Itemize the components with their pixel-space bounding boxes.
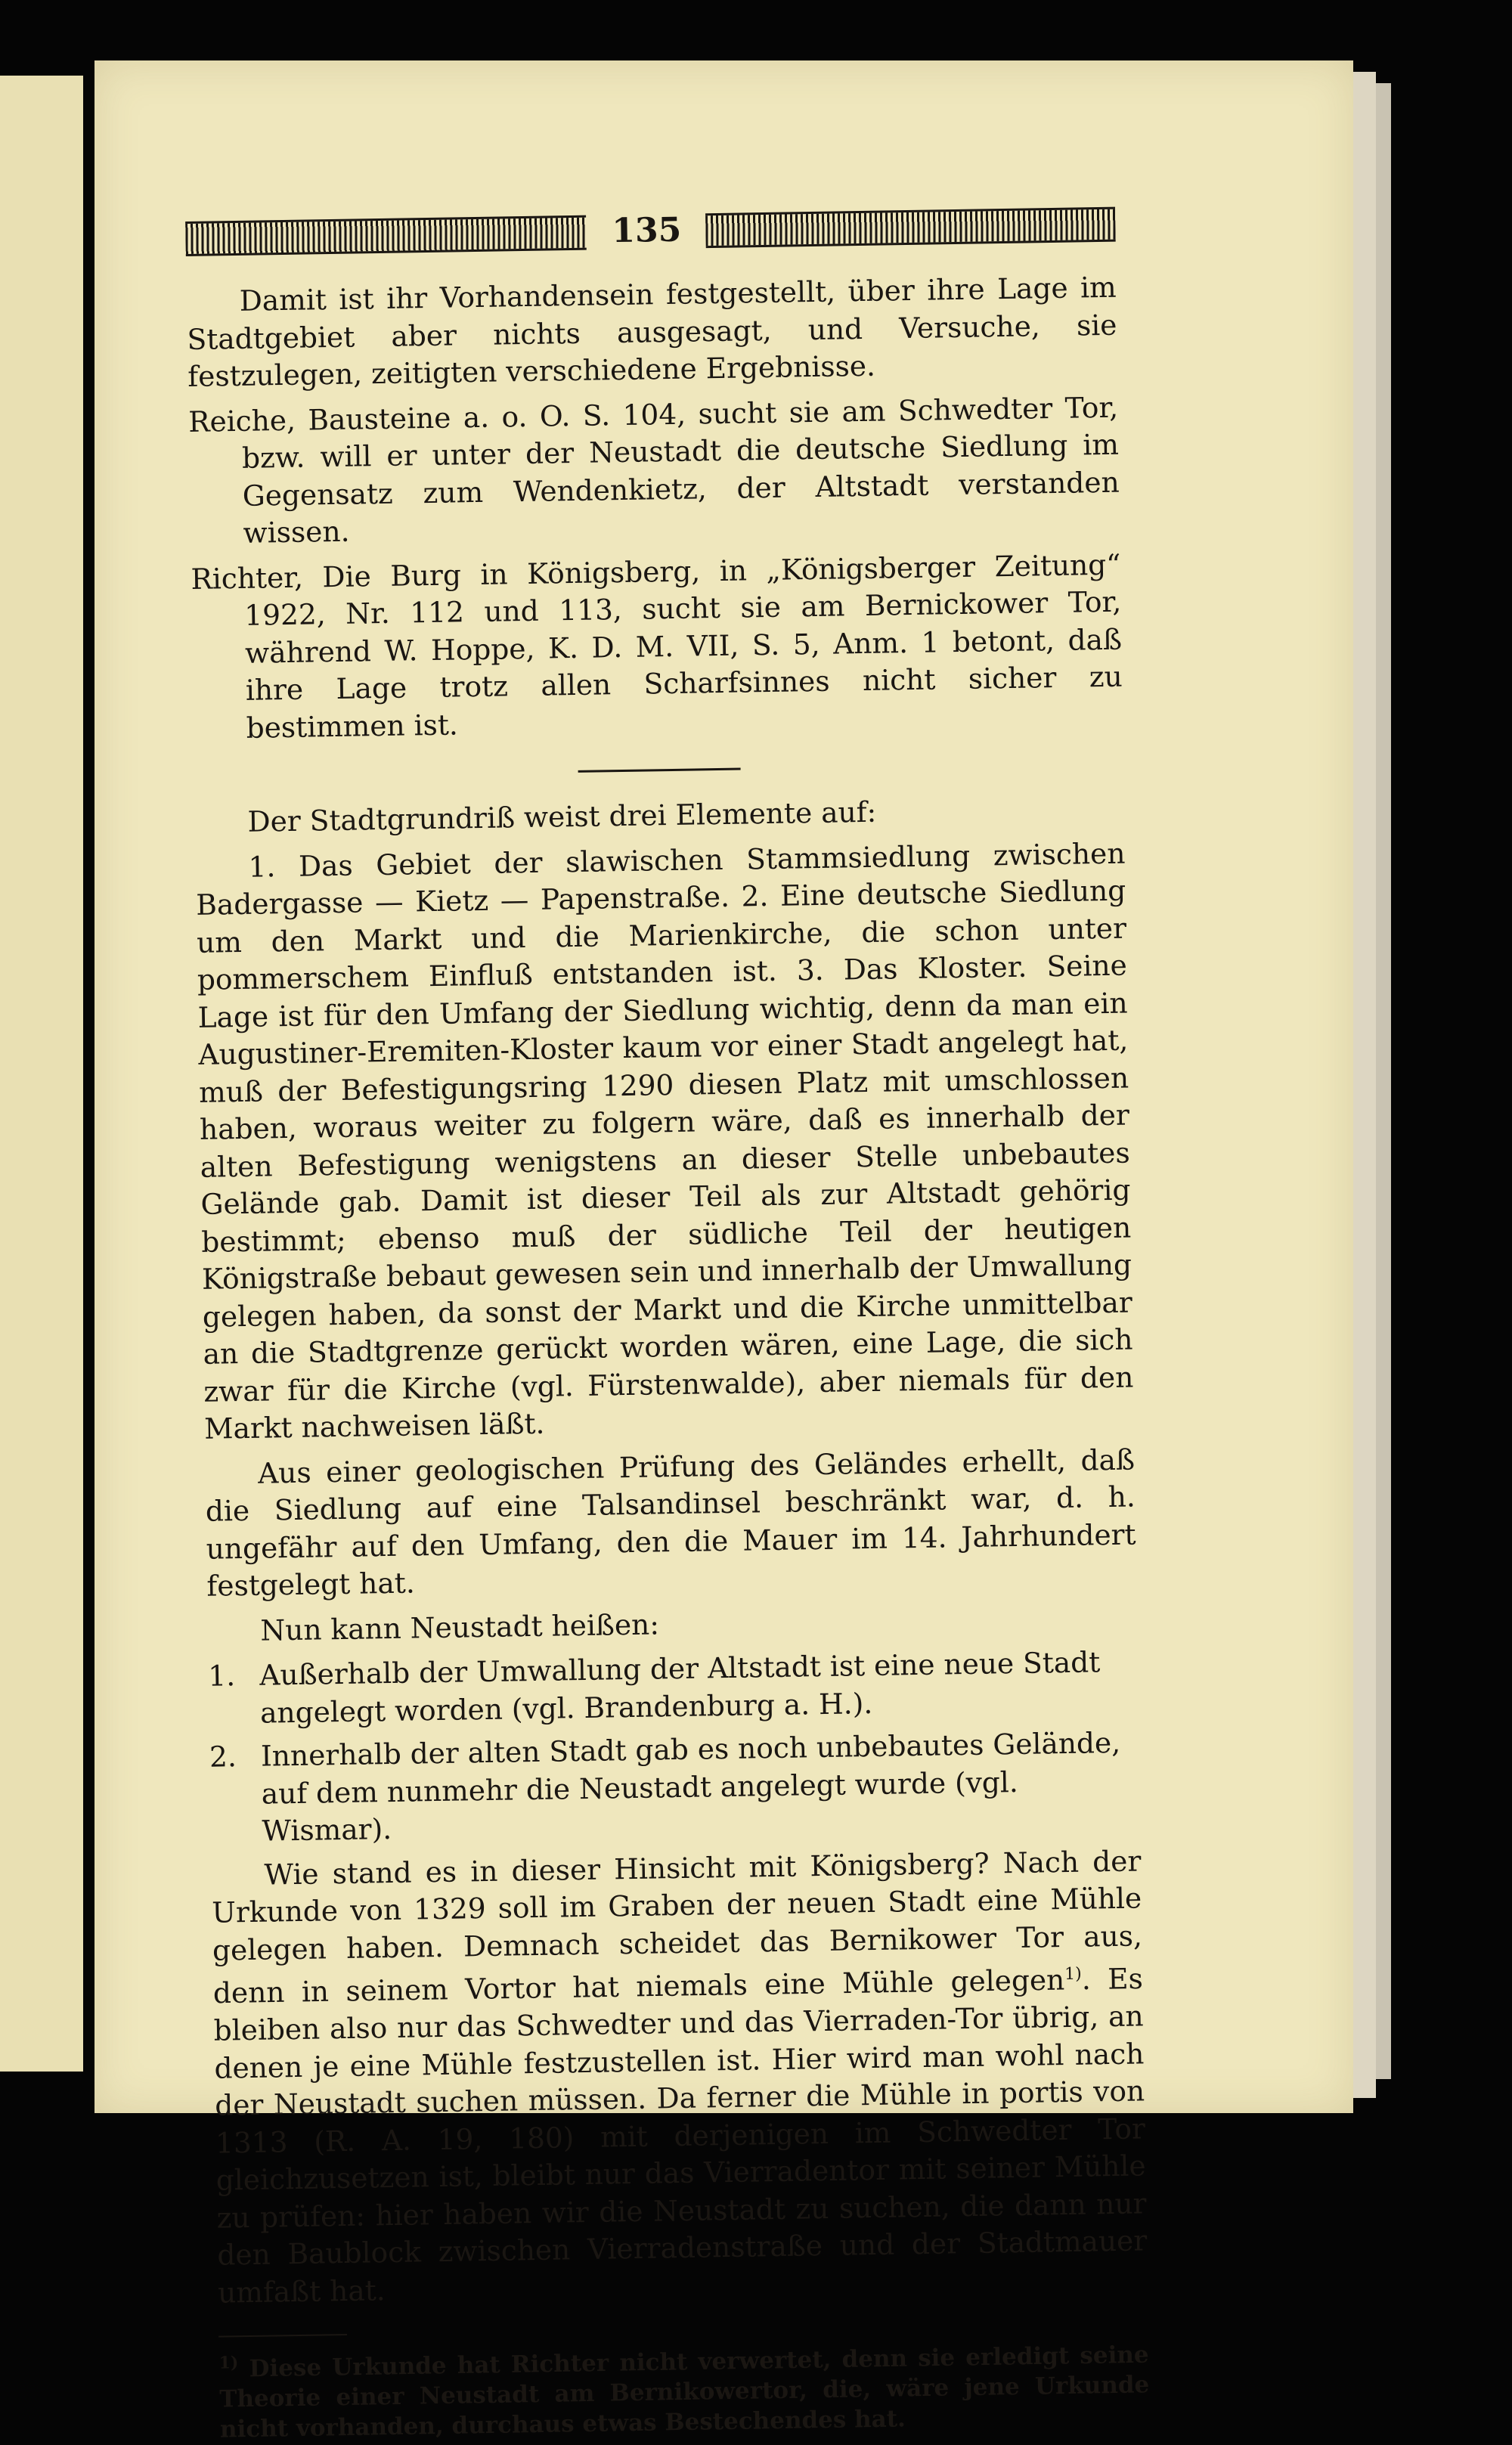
header-ornament-left <box>185 215 587 256</box>
page-stack-edge <box>1353 72 1376 2098</box>
footnote-rule <box>218 2334 347 2338</box>
paragraph-neustadt-intro: Nun kann Neustadt heißen: <box>260 1607 660 1647</box>
paragraph-final <box>211 1842 1148 2312</box>
list-item <box>208 1643 1139 1732</box>
paragraph-final-part-a: Wie stand es in dieser Hinsicht mit Königsberg? Nach der Urkunde von 1329 soll im Graben der neuen Stadt eine Mühle gelegen haben. Demnach scheidet das Bernikower Tor aus, denn in seinem Vortor hat niemals eine Mühle gelegen <box>211 1843 1143 2010</box>
footnote-reference: 1) <box>1064 1964 1082 1985</box>
section-divider <box>578 768 740 773</box>
list-item <box>209 1724 1141 1851</box>
page-content <box>185 201 1150 2445</box>
facing-page-edge <box>0 76 83 2072</box>
list-number: 2. <box>209 1740 237 1774</box>
paragraph-final-part-b: . Es bleiben also nur das Schwedter und das Vierraden-Tor übrig, an denen je eine Mühle festzustellen ist. Hier wird man wohl nach der Neustadt suchen müssen. Da ferner die Mühle in portis von 1313 (R. A. 19, 180) mit derjenigen im Schwedter Tor gleichzusetzen ist, bleibt nur das Vierradentor mit seiner Mühle zu prüfen: hier haben wir die Neustadt zu suchen, die dann nur den Baublock zwischen Vierradenstraße und der Stadtmauer umfaßt hat. <box>213 1961 1148 2310</box>
list-number: 1. <box>208 1659 236 1693</box>
footnote-marker: 1) <box>218 2353 239 2373</box>
footnote-text: Diese Urkunde hat Richter nicht verwertet, denn sie erledigt seine Theorie einer Neustadt am Bernikowertor, die, wäre jene Urkunde nicht vorhanden, durchaus etwas Bestechendes hat. <box>219 2341 1150 2443</box>
paragraph-intro: Der Stadtgrundriß weist drei Elemente auf: <box>247 795 877 838</box>
page-stack-edge-back <box>1376 83 1391 2079</box>
paragraph-geology: Aus einer geologischen Prüfung des Geländes erhellt, daß die Siedlung auf eine Talsandinsel beschränkt war, d. h. ungefähr auf den Umfang, den die Mauer im 14. Jahrhundert festgelegt hat. <box>205 1442 1136 1603</box>
paragraph-existence: Damit ist ihr Vorhandensein festgestellt, über ihre Lage im Stadtgebiet aber nichts ausgesagt, und Versuche, sie festzulegen, zeitigten verschiedene Ergebnisse. <box>187 270 1117 393</box>
citation-richter: Richter, Die Burg in Königsberg, in „Königsberger Zeitung“ 1922, Nr. 112 und 113, sucht sie am Bernickower Tor, während W. Hoppe, K. D. M. VII, S. 5, Anm. 1 betont, daß ihre Lage trotz allen Scharfsinnes nicht sicher zu bestimmen ist. <box>191 547 1123 745</box>
paragraph-elements: 1. Das Gebiet der slawischen Stammsiedlung zwischen Badergasse — Kietz — Papenstraße. 2. Eine deutsche Siedlung um den Markt und die Marienkirche, die schon unter pommerschem Einfluß entstanden ist. 3. Das Kloster. Seine Lage ist für den Umfang der Siedlung wichtig, denn da man ein Augustiner-Eremiten-Kloster kaum vor einer Stadt angelegt hat, muß der Befestigungsring 1290 diesen Platz mit umschlossen haben, woraus weiter zu folgern wäre, daß es innerhalb der alten Befestigung wenigstens an dieser Stelle unbebautes Gelände gab. Damit ist dieser Teil als zur Altstadt gehörig bestimmt; ebenso muß der südliche Teil der heutigen Königstraße bebaut gewesen sein und innerhalb der Umwallung gelegen haben, da sonst der Markt und die Kirche unmittelbar an die Stadtgrenze gerückt worden wären, eine Lage, die sich zwar für die Kirche (vgl. Fürstenwalde), aber niemals für den Markt nachweisen läßt. <box>195 836 1134 1446</box>
footnote <box>218 2333 1150 2445</box>
header-ornament-right <box>705 207 1116 249</box>
citation-reiche: Reiche, Bausteine a. o. O. S. 104, sucht sie am Schwedter Tor, bzw. will er unter der Neustadt die deutsche Siedlung im Gegensatz zum Wendenkietz, der Altstadt verstanden wissen. <box>187 390 1120 550</box>
page-number: 135 <box>612 210 682 251</box>
list-text: Außerhalb der Umwallung der Altstadt ist eine neue Stadt angelegt worden (vgl. Brandenburg a. H.). <box>259 1645 1101 1730</box>
list-text: Innerhalb der alten Stadt gab es noch unbebautes Gelände, auf dem nunmehr die Neustadt angelegt wurde (vgl. Wismar). <box>260 1725 1121 1848</box>
